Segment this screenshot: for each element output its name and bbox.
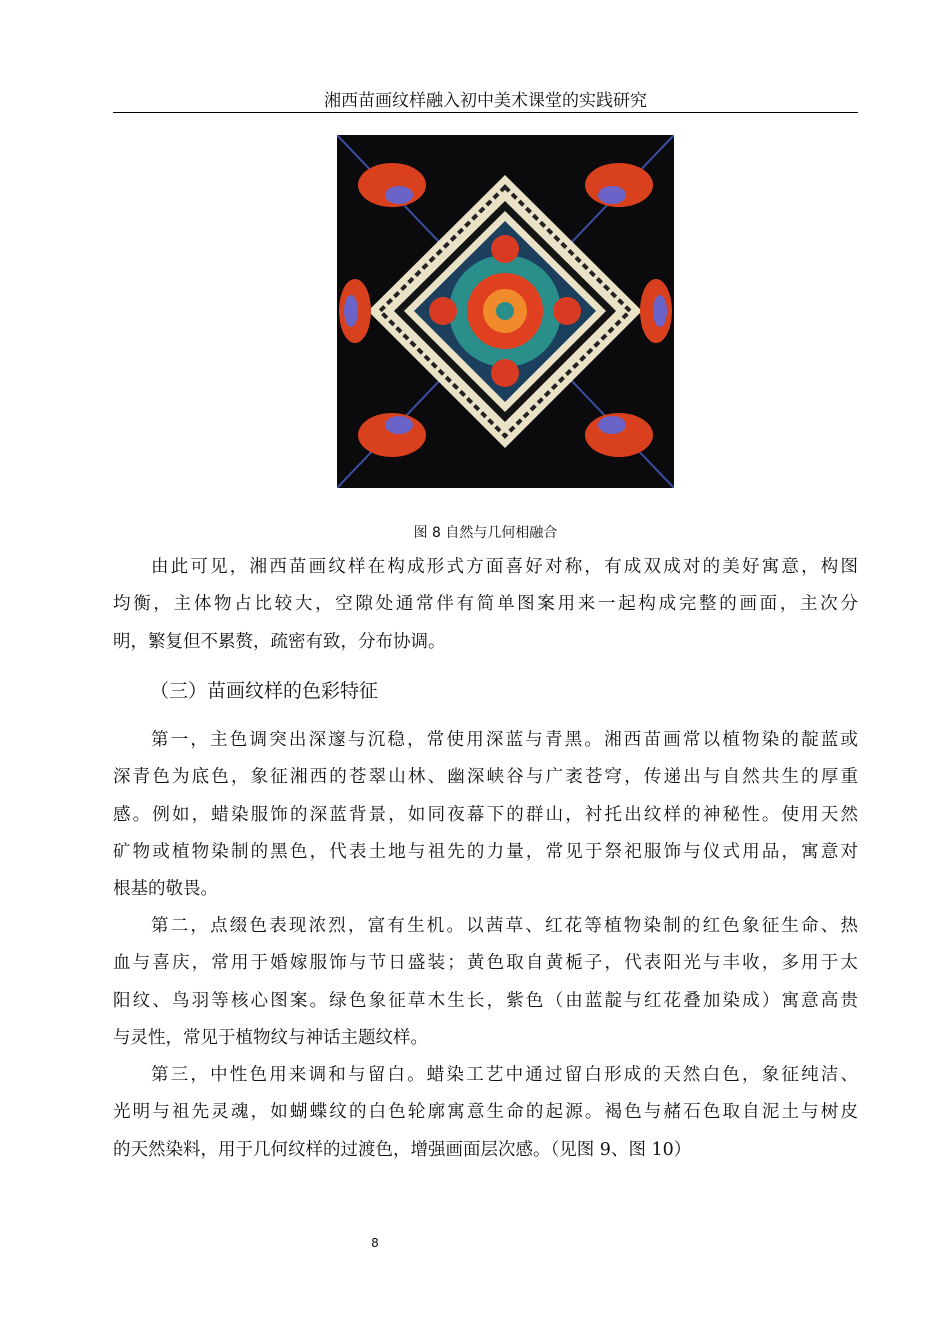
- paragraph-neutral-colors: [113, 1057, 858, 1169]
- paragraph-main-colors: [113, 722, 858, 908]
- text-line: 血与喜庆，常用于婚嫁服饰与节日盛装；黄色取自黄栀子，代表阳光与丰收，多用于太: [113, 953, 858, 974]
- text-line: 由此可见，湘西苗画纹样在构成形式方面喜好对称，有成双成对的美好寓意，构图: [151, 557, 858, 577]
- header-divider: [113, 112, 858, 113]
- text-line: 与灵性，常见于植物纹与神话主题纹样。: [113, 1027, 428, 1048]
- paragraph-composition-summary: [113, 549, 858, 661]
- figure-miao-pattern-image: [337, 135, 674, 488]
- section-heading: （三）苗画纹样的色彩特征: [150, 680, 379, 702]
- text-line: 明，繁复但不累赘，疏密有致，分布协调。: [113, 631, 446, 652]
- running-header: 湘西苗画纹样融入初中美术课堂的实践研究: [324, 91, 647, 111]
- text-line: 深青色为底色，象征湘西的苍翠山林、幽深峡谷与广袤苍穹，传递出与自然共生的厚重: [113, 767, 858, 788]
- page-number: 8: [371, 1236, 379, 1250]
- text-line: 第三，中性色用来调和与留白。蜡染工艺中通过留白形成的天然白色，象征纯洁、: [151, 1065, 858, 1085]
- figure-caption: 图 8 自然与几何相融合: [413, 525, 558, 541]
- text-line: 的天然染料，用于几何纹样的过渡色，增强画面层次感。（见图 9、图 10）: [113, 1139, 692, 1160]
- text-line: 阳纹、鸟羽等核心图案。绿色象征草木生长，紫色（由蓝靛与红花叠加染成）寓意高贵: [113, 990, 858, 1011]
- text-line: 第一，主色调突出深邃与沉稳，常使用深蓝与青黑。湘西苗画常以植物染的靛蓝或: [151, 730, 858, 750]
- text-line: 光明与祖先灵魂，如蝴蝶纹的白色轮廓寓意生命的起源。褐色与赭石色取自泥土与树皮: [113, 1102, 858, 1123]
- text-line: 根基的敬畏。: [113, 879, 218, 900]
- text-line: 第二，点缀色表现浓烈，富有生机。以茜草、红花等植物染制的红色象征生命、热: [151, 916, 858, 936]
- text-line: 均衡，主体物占比较大，空隙处通常伴有简单图案用来一起构成完整的画面，主次分: [113, 594, 858, 615]
- text-line: 感。例如，蜡染服饰的深蓝背景，如同夜幕下的群山，衬托出纹样的神秘性。使用天然: [113, 804, 858, 825]
- text-line: 矿物或植物染制的黑色，代表土地与祖先的力量，常见于祭祀服饰与仪式用品，寓意对: [113, 841, 858, 862]
- paragraph-accent-colors: [113, 908, 858, 1057]
